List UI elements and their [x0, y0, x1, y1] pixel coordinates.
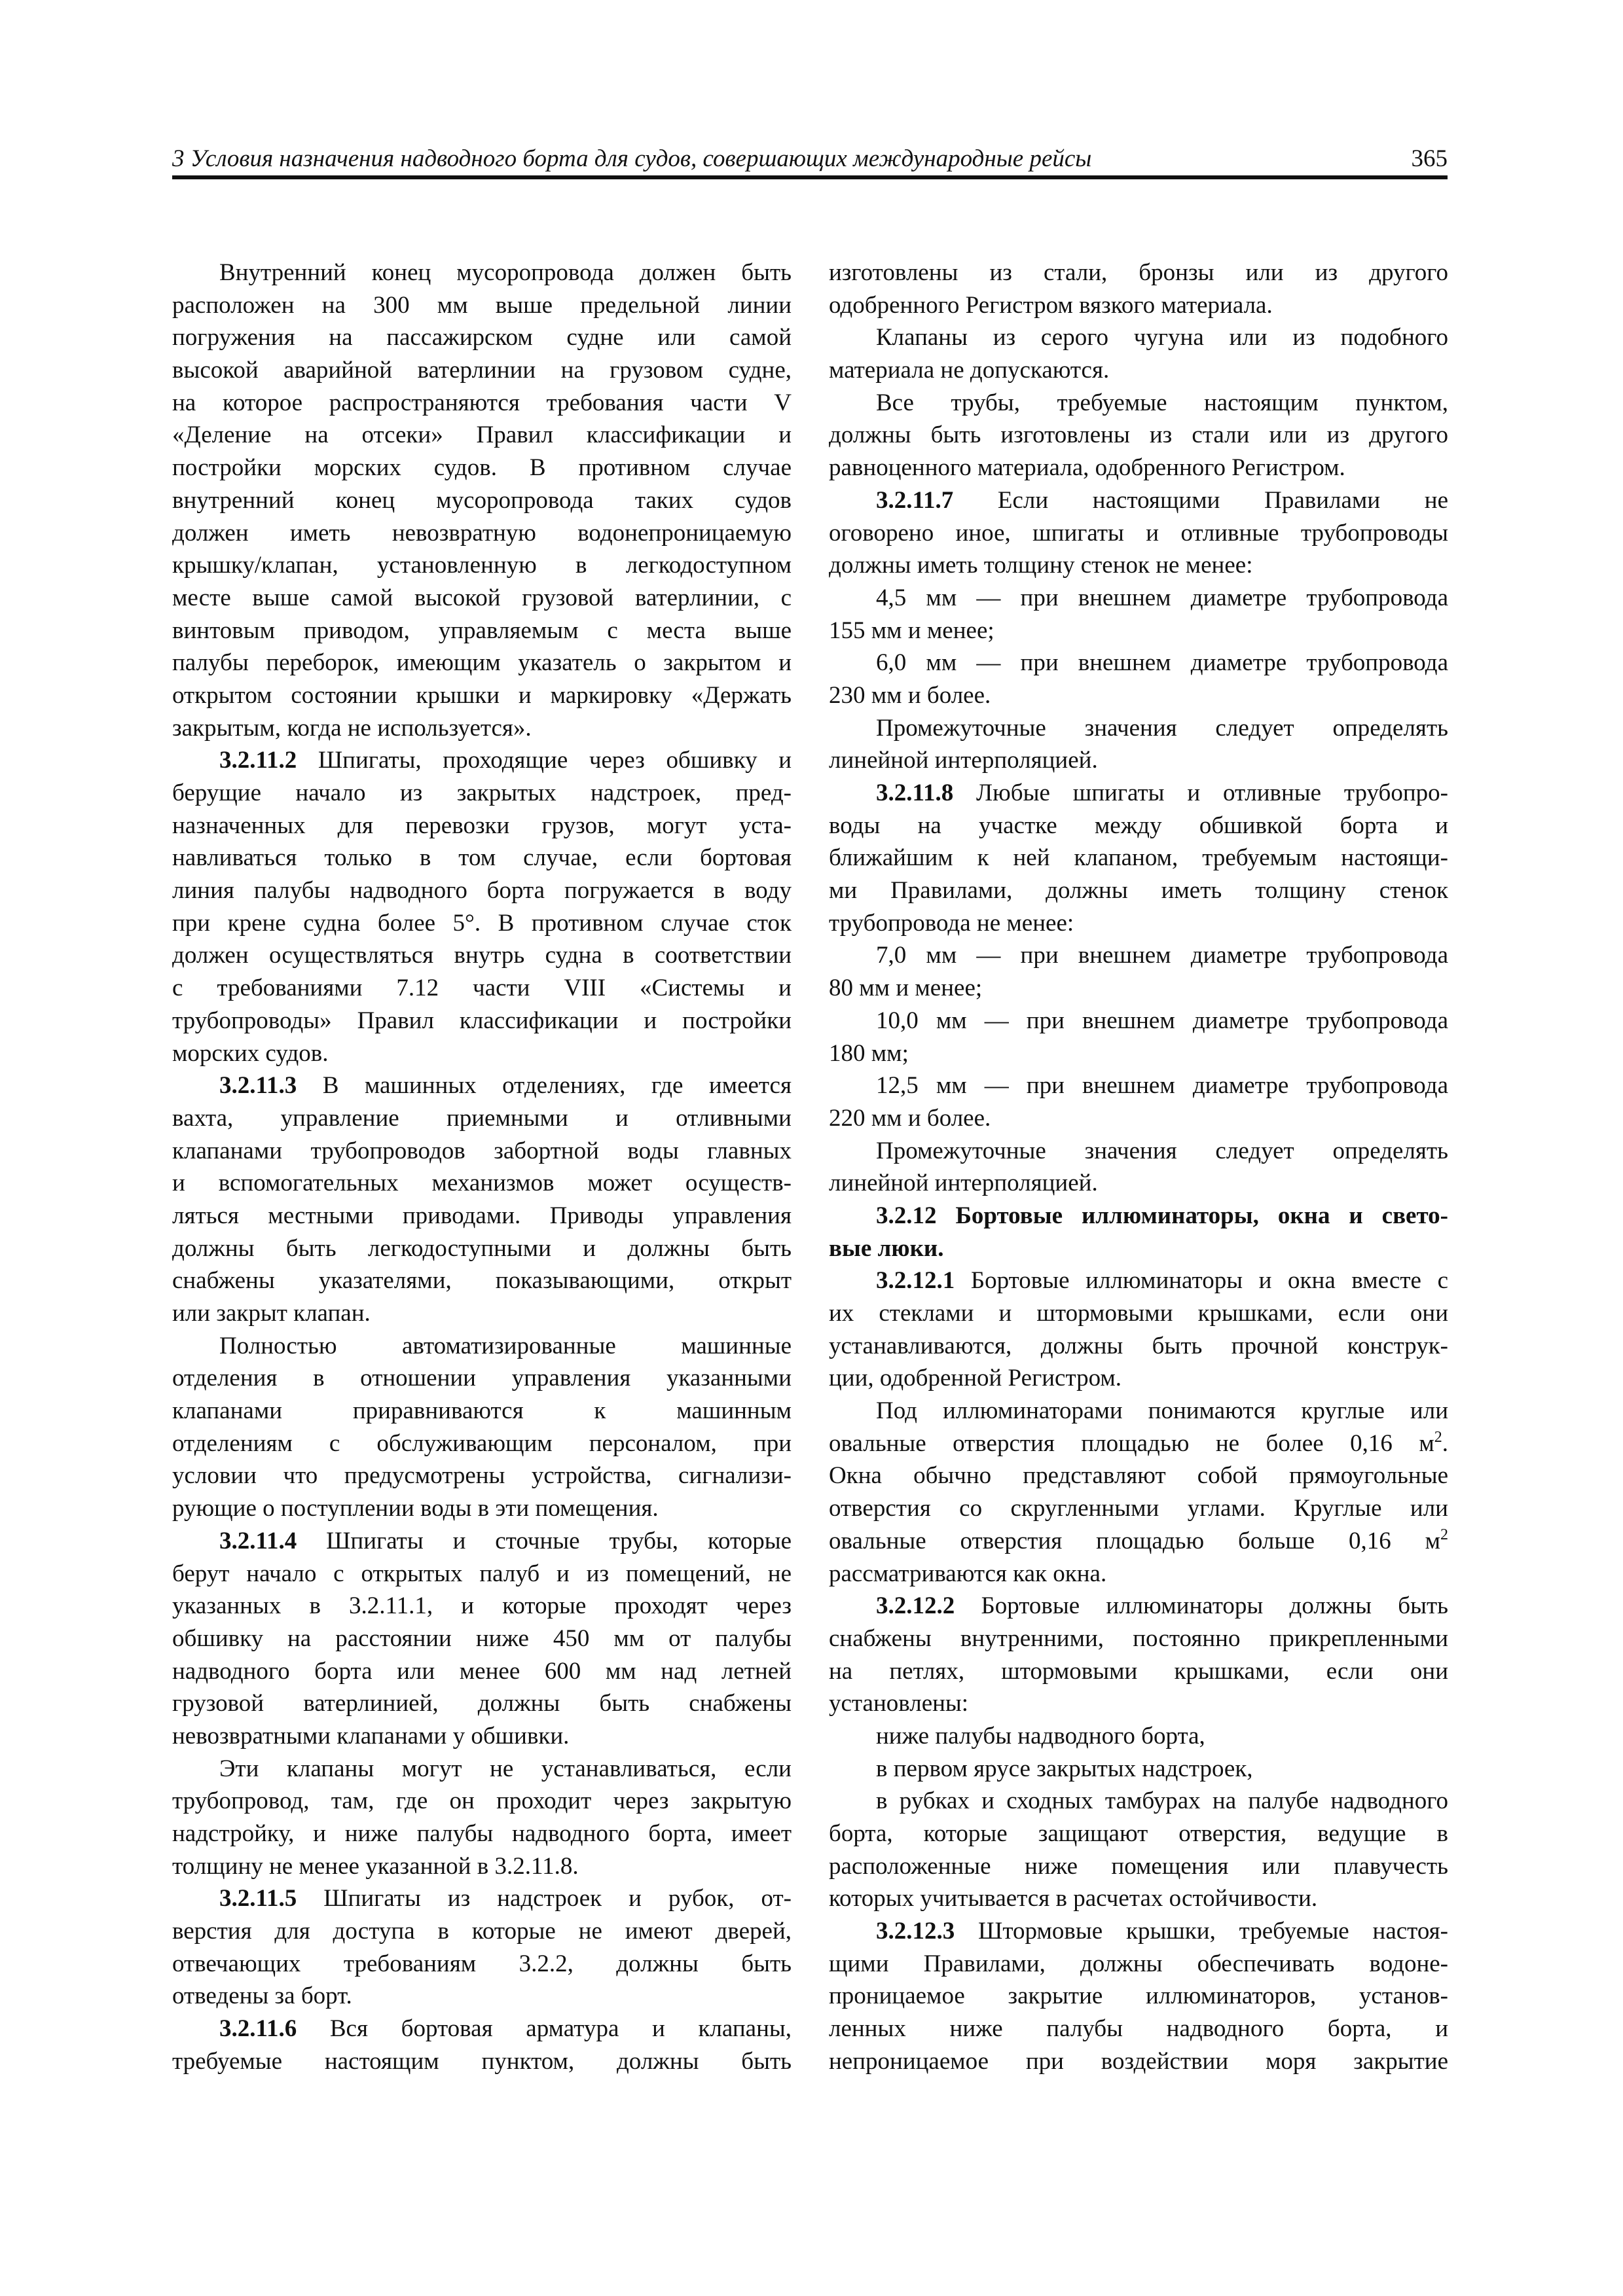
- paragraph: [172, 744, 792, 1069]
- paragraph: [172, 257, 792, 744]
- text-line: ближайшим к ней клапаном, требуемым настоящи-: [829, 844, 1448, 872]
- text-line: берут начало с открытых палуб и из помещений, не: [172, 1560, 792, 1587]
- superscript: 2: [1440, 1526, 1448, 1543]
- page-number: 365: [1411, 145, 1448, 172]
- paragraph: [172, 1069, 792, 1330]
- text-line: отверстия со скругленными углами. Круглые или: [829, 1495, 1448, 1522]
- text-line: винтовым приводом, управляемым с места выше: [172, 617, 792, 644]
- text-line: назначенных для перевозки грузов, могут уста-: [172, 812, 792, 839]
- text-line: невозвратными клапанами у обшивки.: [172, 1722, 570, 1749]
- text-line: Все трубы, требуемые настоящим пунктом,: [876, 389, 1448, 416]
- superscript: 2: [1434, 1428, 1442, 1446]
- text-line: постройки морских судов. В противном случае: [172, 454, 792, 482]
- running-header: [172, 145, 1448, 179]
- text-line: изготовлены из стали, бронзы или из другого: [829, 259, 1448, 286]
- text-line: установлены:: [829, 1690, 969, 1717]
- paragraph: [829, 647, 1448, 711]
- text-line: вахта, управление приемными и отливными: [172, 1104, 792, 1132]
- text-line: 180 мм;: [829, 1039, 909, 1067]
- paragraph: [829, 321, 1448, 386]
- text-line: снабжены внутренними, постоянно прикрепленными: [829, 1624, 1448, 1652]
- text-line: которых учитывается в расчетах остойчивости.: [829, 1885, 1318, 1912]
- text-line: ми Правилами, должны иметь толщину стенок: [829, 877, 1448, 905]
- text-line: берущие начало из закрытых надстроек, пред-: [172, 780, 792, 806]
- paragraph: [172, 1525, 792, 1753]
- paragraph: [829, 712, 1448, 777]
- section-heading: [829, 1200, 1448, 1265]
- paragraph: [829, 1720, 1448, 1753]
- text-line: надводного борта или менее 600 мм над летней: [172, 1657, 792, 1685]
- text-line: 3.2.11.6 Вся бортовая арматура и клапаны,: [219, 2015, 792, 2043]
- text-line: крышку/клапан, установленную в легкодоступном: [172, 552, 792, 579]
- paragraph: [172, 1330, 792, 1525]
- text-line: 12,5 мм — при внешнем диаметре трубопровода: [876, 1072, 1448, 1100]
- section-number: 3.2.11.6: [219, 2015, 297, 2043]
- text-line: или закрыт клапан.: [172, 1300, 371, 1327]
- text-line: Промежуточные значения следует определять: [876, 1137, 1448, 1164]
- paragraph: [829, 484, 1448, 582]
- text-line: 7,0 мм — при внешнем диаметре трубопровода: [876, 942, 1448, 969]
- paragraph: [829, 257, 1448, 321]
- section-number: 3.2.12.2: [876, 1592, 955, 1620]
- text-line: толщину не менее указанной в 3.2.11.8.: [172, 1852, 579, 1880]
- text-line: 3.2.12.2 Бортовые иллюминаторы должны быть: [876, 1592, 1448, 1620]
- text-line: отвечающих требованиям 3.2.2, должны быть: [172, 1950, 792, 1977]
- paragraph: [829, 1753, 1448, 1785]
- text-line: Клапаны из серого чугуна или из подобного: [876, 324, 1448, 351]
- text-line: 3.2.11.5 Шпигаты из надстроек и рубок, от-: [219, 1885, 792, 1912]
- text-line: щими Правилами, должны обеспечивать водоне-: [829, 1950, 1448, 1977]
- paragraph: [172, 2013, 792, 2077]
- text-line: 3.2.11.7 Если настоящими Правилами не: [876, 486, 1448, 514]
- text-line: материала не допускаются.: [829, 357, 1110, 384]
- text-line: вые люки.: [829, 1234, 944, 1262]
- text-line: линия палубы надводного борта погружается в воду: [172, 877, 792, 905]
- text-line: ниже палубы надводного борта,: [876, 1722, 1205, 1749]
- paragraph: [829, 1005, 1448, 1069]
- text-line: навливаться только в том случае, если бортовая: [172, 844, 792, 872]
- text-line: 220 мм и более.: [829, 1104, 991, 1132]
- text-line: требуемые настоящим пунктом, должны быть: [172, 2047, 792, 2075]
- text-line: трубопровода не менее:: [829, 909, 1074, 937]
- section-number: 3.2.11.7: [876, 486, 954, 514]
- paragraph: [829, 777, 1448, 939]
- text-line: отделения в отношении управления указанными: [172, 1365, 792, 1392]
- paragraph: [829, 1915, 1448, 2077]
- text-line: открытом состоянии крышки и маркировку «Держать: [172, 681, 792, 709]
- text-line: «Деление на отсеки» Правил классификации и: [172, 422, 792, 449]
- paragraph: [829, 1395, 1448, 1590]
- text-line: снабжены указателями, показывающими, открыт: [172, 1267, 792, 1295]
- text-line: их стеклами и штормовыми крышками, если они: [829, 1300, 1448, 1327]
- text-line: грузовой ватерлинией, должны быть снабжены: [172, 1690, 792, 1717]
- text-line: Окна обычно представляют собой прямоугольные: [829, 1462, 1448, 1490]
- text-line: 3.2.12.3 Штормовые крышки, требуемые настоя-: [876, 1918, 1448, 1945]
- paragraph: [829, 939, 1448, 1004]
- paragraph: [829, 1265, 1448, 1395]
- text-line: указанных в 3.2.11.1, и которые проходят через: [172, 1592, 792, 1620]
- section-number: 3.2.12.1: [876, 1267, 955, 1295]
- text-line: линейной интерполяцией.: [829, 1170, 1098, 1197]
- text-line: непроницаемое при воздействии моря закрытие: [829, 2047, 1448, 2075]
- paragraph: [172, 1753, 792, 1883]
- text-line: на которое распространяются требования части V: [172, 389, 792, 416]
- text-line: овальные отверстия площадью больше 0,16 $м^2$: [829, 1526, 1448, 1554]
- text-line: морских судов.: [172, 1039, 329, 1067]
- paragraph: [829, 1069, 1448, 1134]
- text-line: Промежуточные значения следует определять: [876, 714, 1448, 742]
- text-line: 3.2.11.3 В машинных отделениях, где имеется: [219, 1072, 792, 1100]
- text-line: Полностью автоматизированные машинные: [219, 1332, 792, 1359]
- text-line: закрытым, когда не используется».: [172, 714, 532, 742]
- section-number: 3.2.11.5: [219, 1885, 297, 1912]
- text-line: расположенные ниже помещения или плавучесть: [829, 1852, 1448, 1880]
- text-line: палубы переборок, имеющим указатель о закрытом и: [172, 649, 792, 677]
- text-line: 6,0 мм — при внешнем диаметре трубопровода: [876, 649, 1448, 677]
- text-line: 155 мм и менее;: [829, 617, 994, 644]
- text-line: 3.2.12.1 Бортовые иллюминаторы и окна вместе с: [876, 1267, 1448, 1295]
- text-line: овальные отверстия площадью не более 0,16 $м^2$.: [829, 1428, 1448, 1457]
- text-line: ляться местными приводами. Приводы управления: [172, 1202, 792, 1229]
- text-line: ции, одобренной Регистром.: [829, 1365, 1122, 1392]
- right-column: [829, 257, 1448, 2078]
- paragraph: [829, 1135, 1448, 1200]
- text-line: рующие о поступлении воды в эти помещения.: [172, 1495, 659, 1522]
- text-line: Эти клапаны могут не устанавливаться, если: [219, 1755, 792, 1782]
- text-line: 80 мм и менее;: [829, 975, 983, 1002]
- text-line: и вспомогательных механизмов может осуществ-: [172, 1170, 792, 1197]
- text-line: Под иллюминаторами понимаются круглые или: [876, 1397, 1448, 1425]
- text-line: клапанами трубопроводов забортной воды главных: [172, 1137, 792, 1164]
- text-line: при крене судна более 5°. В противном случае сток: [172, 909, 792, 937]
- paragraph: [829, 582, 1448, 647]
- text-line: с требованиями 7.12 части VIII «Системы и: [172, 975, 792, 1002]
- text-line: месте выше самой высокой грузовой ватерлинии, с: [172, 584, 792, 611]
- paragraph: [829, 1785, 1448, 1915]
- text-line: одобренного Регистром вязкого материала.: [829, 291, 1273, 319]
- text-line: воды на участке между обшивкой борта и: [829, 812, 1448, 839]
- text-line: должны быть легкодоступными и должны быть: [172, 1234, 792, 1262]
- text-line: высокой аварийной ватерлинии на грузовом судне,: [172, 357, 792, 384]
- text-line: отделениям с обслуживающим персоналом, при: [172, 1429, 792, 1457]
- text-line: внутренний конец мусоропровода таких судов: [172, 486, 792, 514]
- text-line: 3.2.11.4 Шпигаты и сточные трубы, которые: [219, 1527, 792, 1554]
- text-line: надстройку, и ниже палубы надводного борта, имеет: [172, 1820, 792, 1847]
- left-column: [172, 257, 792, 2078]
- text-line: условии что предусмотрены устройства, сигнализи-: [172, 1462, 792, 1490]
- text-line: трубопроводы» Правил классификации и постройки: [172, 1007, 792, 1034]
- text-line: 10,0 мм — при внешнем диаметре трубопровода: [876, 1007, 1448, 1034]
- text-line: линейной интерполяцией.: [829, 747, 1098, 774]
- text-line: должен осуществляться внутрь судна в соответствии: [172, 942, 792, 969]
- text-line: 3.2.11.2 Шпигаты, проходящие через обшивку и: [219, 747, 792, 774]
- text-line: рассматриваются как окна.: [829, 1560, 1107, 1587]
- paragraph: [829, 387, 1448, 484]
- text-line: трубопровод, там, где он проходит через закрытую: [172, 1787, 792, 1815]
- text-line: на петлях, штормовыми крышками, если они: [829, 1657, 1448, 1685]
- text-line: устанавливаются, должны быть прочной конструк-: [829, 1332, 1448, 1359]
- section-number: 3.2.11.4: [219, 1527, 297, 1554]
- text-line: 3.2.11.8 Любые шпигаты и отливные трубопро-: [876, 780, 1448, 806]
- section-number: 3.2.11.8: [876, 780, 954, 806]
- text-line: ленных ниже палубы надводного борта, и: [829, 2015, 1448, 2043]
- text-line: 4,5 мм — при внешнем диаметре трубопровода: [876, 584, 1448, 611]
- text-line: расположен на 300 мм выше предельной линии: [172, 291, 792, 319]
- header-title: 3 Условия назначения надводного борта для судов, совершающих международные рейсы: [172, 145, 1092, 172]
- section-number: 3.2.11.2: [219, 747, 297, 774]
- section-number: 3.2.11.3: [219, 1072, 297, 1100]
- text-line: обшивку на расстоянии ниже 450 мм от палубы: [172, 1624, 792, 1652]
- paragraph: [829, 1590, 1448, 1720]
- section-number: 3.2.12.3: [876, 1918, 955, 1945]
- text-line: равноценного материала, одобренного Регистром.: [829, 454, 1345, 482]
- text-line: борта, которые защищают отверстия, ведущие в: [829, 1820, 1448, 1847]
- text-line: погружения на пассажирском судне или самой: [172, 324, 792, 351]
- text-line: отведены за борт.: [172, 1982, 352, 2010]
- text-line: верстия для доступа в которые не имеют дверей,: [172, 1918, 792, 1945]
- text-line: клапанами приравниваются к машинным: [172, 1397, 792, 1425]
- paragraph: [172, 1882, 792, 2013]
- text-line: в первом ярусе закрытых надстроек,: [876, 1755, 1253, 1782]
- text-line: 230 мм и более.: [829, 681, 991, 709]
- text-line: в рубках и сходных тамбурах на палубе надводного: [876, 1787, 1448, 1815]
- text-line: проницаемое закрытие иллюминаторов, установ-: [829, 1982, 1448, 2010]
- text-line: должны иметь толщину стенок не менее:: [829, 552, 1253, 579]
- text-line: должны быть изготовлены из стали или из другого: [829, 422, 1448, 449]
- text-line: 3.2.12 Бортовые иллюминаторы, окна и свето-: [876, 1202, 1448, 1229]
- text-line: Внутренний конец мусоропровода должен быть: [219, 259, 792, 286]
- text-line: оговорено иное, шпигаты и отливные трубопроводы: [829, 519, 1448, 547]
- text-line: должен иметь невозвратную водонепроницаемую: [172, 519, 792, 547]
